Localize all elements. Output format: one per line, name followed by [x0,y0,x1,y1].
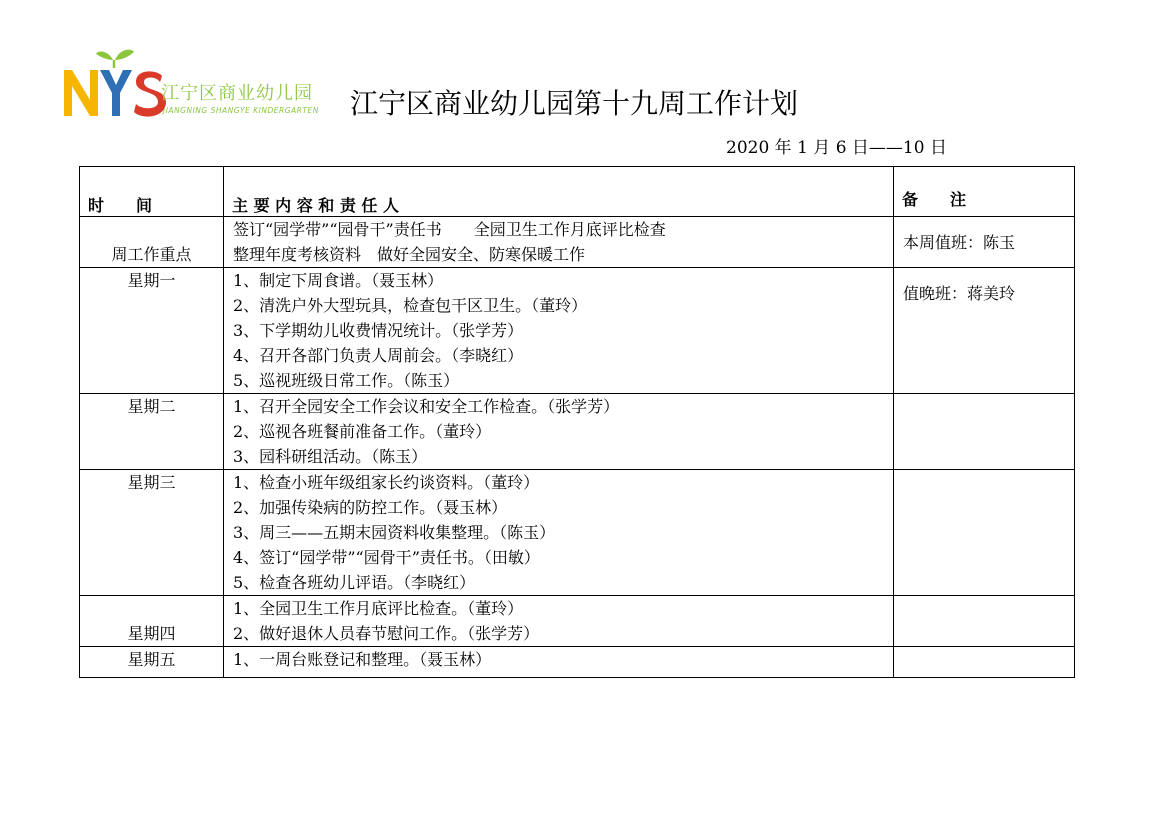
day-cell [80,596,224,647]
day-cell [80,268,224,394]
list-item: 2、做好退休人员春节慰问工作。（张学芳） [233,624,540,643]
list-item: 4、召开各部门负责人周前会。（李晓红） [233,346,524,365]
list-item: 3、下学期幼儿收费情况统计。（张学芳） [233,321,524,340]
list-item: 5、巡视班级日常工作。（陈玉） [233,371,460,390]
table-row [80,470,1075,596]
table-header-row [80,167,1075,217]
content-cell [224,647,894,678]
day-label: 星期一 [127,271,176,290]
date-range: 2020 年 1 月 6 日——10 日 [726,138,947,158]
list-item: 1、一周台账登记和整理。（聂玉林） [233,650,492,669]
note-cell [894,647,1075,678]
table-row [80,394,1075,470]
note-text: 本周值班：陈玉 [903,233,1016,252]
content-cell [224,596,894,647]
header-content: 主 要 内 容 和 责 任 人 [224,167,894,217]
day-cell [80,470,224,596]
list-item: 4、签订“园学带”“园骨干”责任书。（田敏） [233,548,540,567]
table-row [80,647,1075,678]
note-cell [894,394,1075,470]
content-cell [224,470,894,596]
day-label: 星期三 [127,473,176,492]
list-item: 5、检查各班幼儿评语。（李晓红） [233,573,476,592]
note-cell [894,470,1075,596]
list-item: 3、园科研组活动。（陈玉） [233,447,428,466]
content-cell [224,217,894,268]
list-item: 3、周三——五期末园资料收集整理。（陈玉） [233,523,556,542]
logo-english-name: JIANGNING SHANGYE KINDERGARTEN [163,106,319,115]
note-text [894,394,1074,419]
weekly-plan-table [79,166,1075,678]
content-cell [224,394,894,470]
day-cell [80,647,224,678]
list-item: 2、加强传染病的防控工作。（聂玉林） [233,498,508,517]
list-item: 2、巡视各班餐前准备工作。（董玲） [233,422,492,441]
document-title: 江宁区商业幼儿园第十九周工作计划 [350,87,799,120]
note-text [894,647,1074,672]
day-label: 星期四 [127,624,176,643]
list-item: 签订“园学带”“园骨干”责任书 全园卫生工作月底评比检查 [233,220,666,239]
note-text [894,596,1074,621]
list-item: 1、召开全园安全工作会议和安全工作检查。（张学芳） [233,397,620,416]
note-text [894,470,1074,495]
day-label: 周工作重点 [111,245,192,264]
day-cell [80,217,224,268]
list-item: 整理年度考核资料 做好全园安全、防寒保暖工作 [233,245,586,264]
logo-chinese-name: 江宁区商业幼儿园 [161,83,313,104]
list-item: 1、检查小班年级组家长约谈资料。（董玲） [233,473,540,492]
day-cell [80,394,224,470]
table-row [80,596,1075,647]
note-cell [894,268,1075,394]
header-note: 备 注 [894,167,1075,217]
list-item: 2、清洗户外大型玩具，检查包干区卫生。（董玲） [233,296,588,315]
kindergarten-logo [60,46,335,122]
table-row [80,268,1075,394]
note-cell [894,217,1075,268]
day-label: 星期五 [127,650,176,669]
content-cell [224,268,894,394]
note-text: 值晚班：蒋美玲 [903,284,1016,303]
table-row [80,217,1075,268]
header-time: 时 间 [80,167,224,217]
list-item: 1、全园卫生工作月底评比检查。（董玲） [233,599,524,618]
note-cell [894,596,1075,647]
nys-logo-icon [60,46,170,122]
list-item: 1、制定下周食谱。（聂玉林） [233,271,444,290]
day-label: 星期二 [127,397,176,416]
